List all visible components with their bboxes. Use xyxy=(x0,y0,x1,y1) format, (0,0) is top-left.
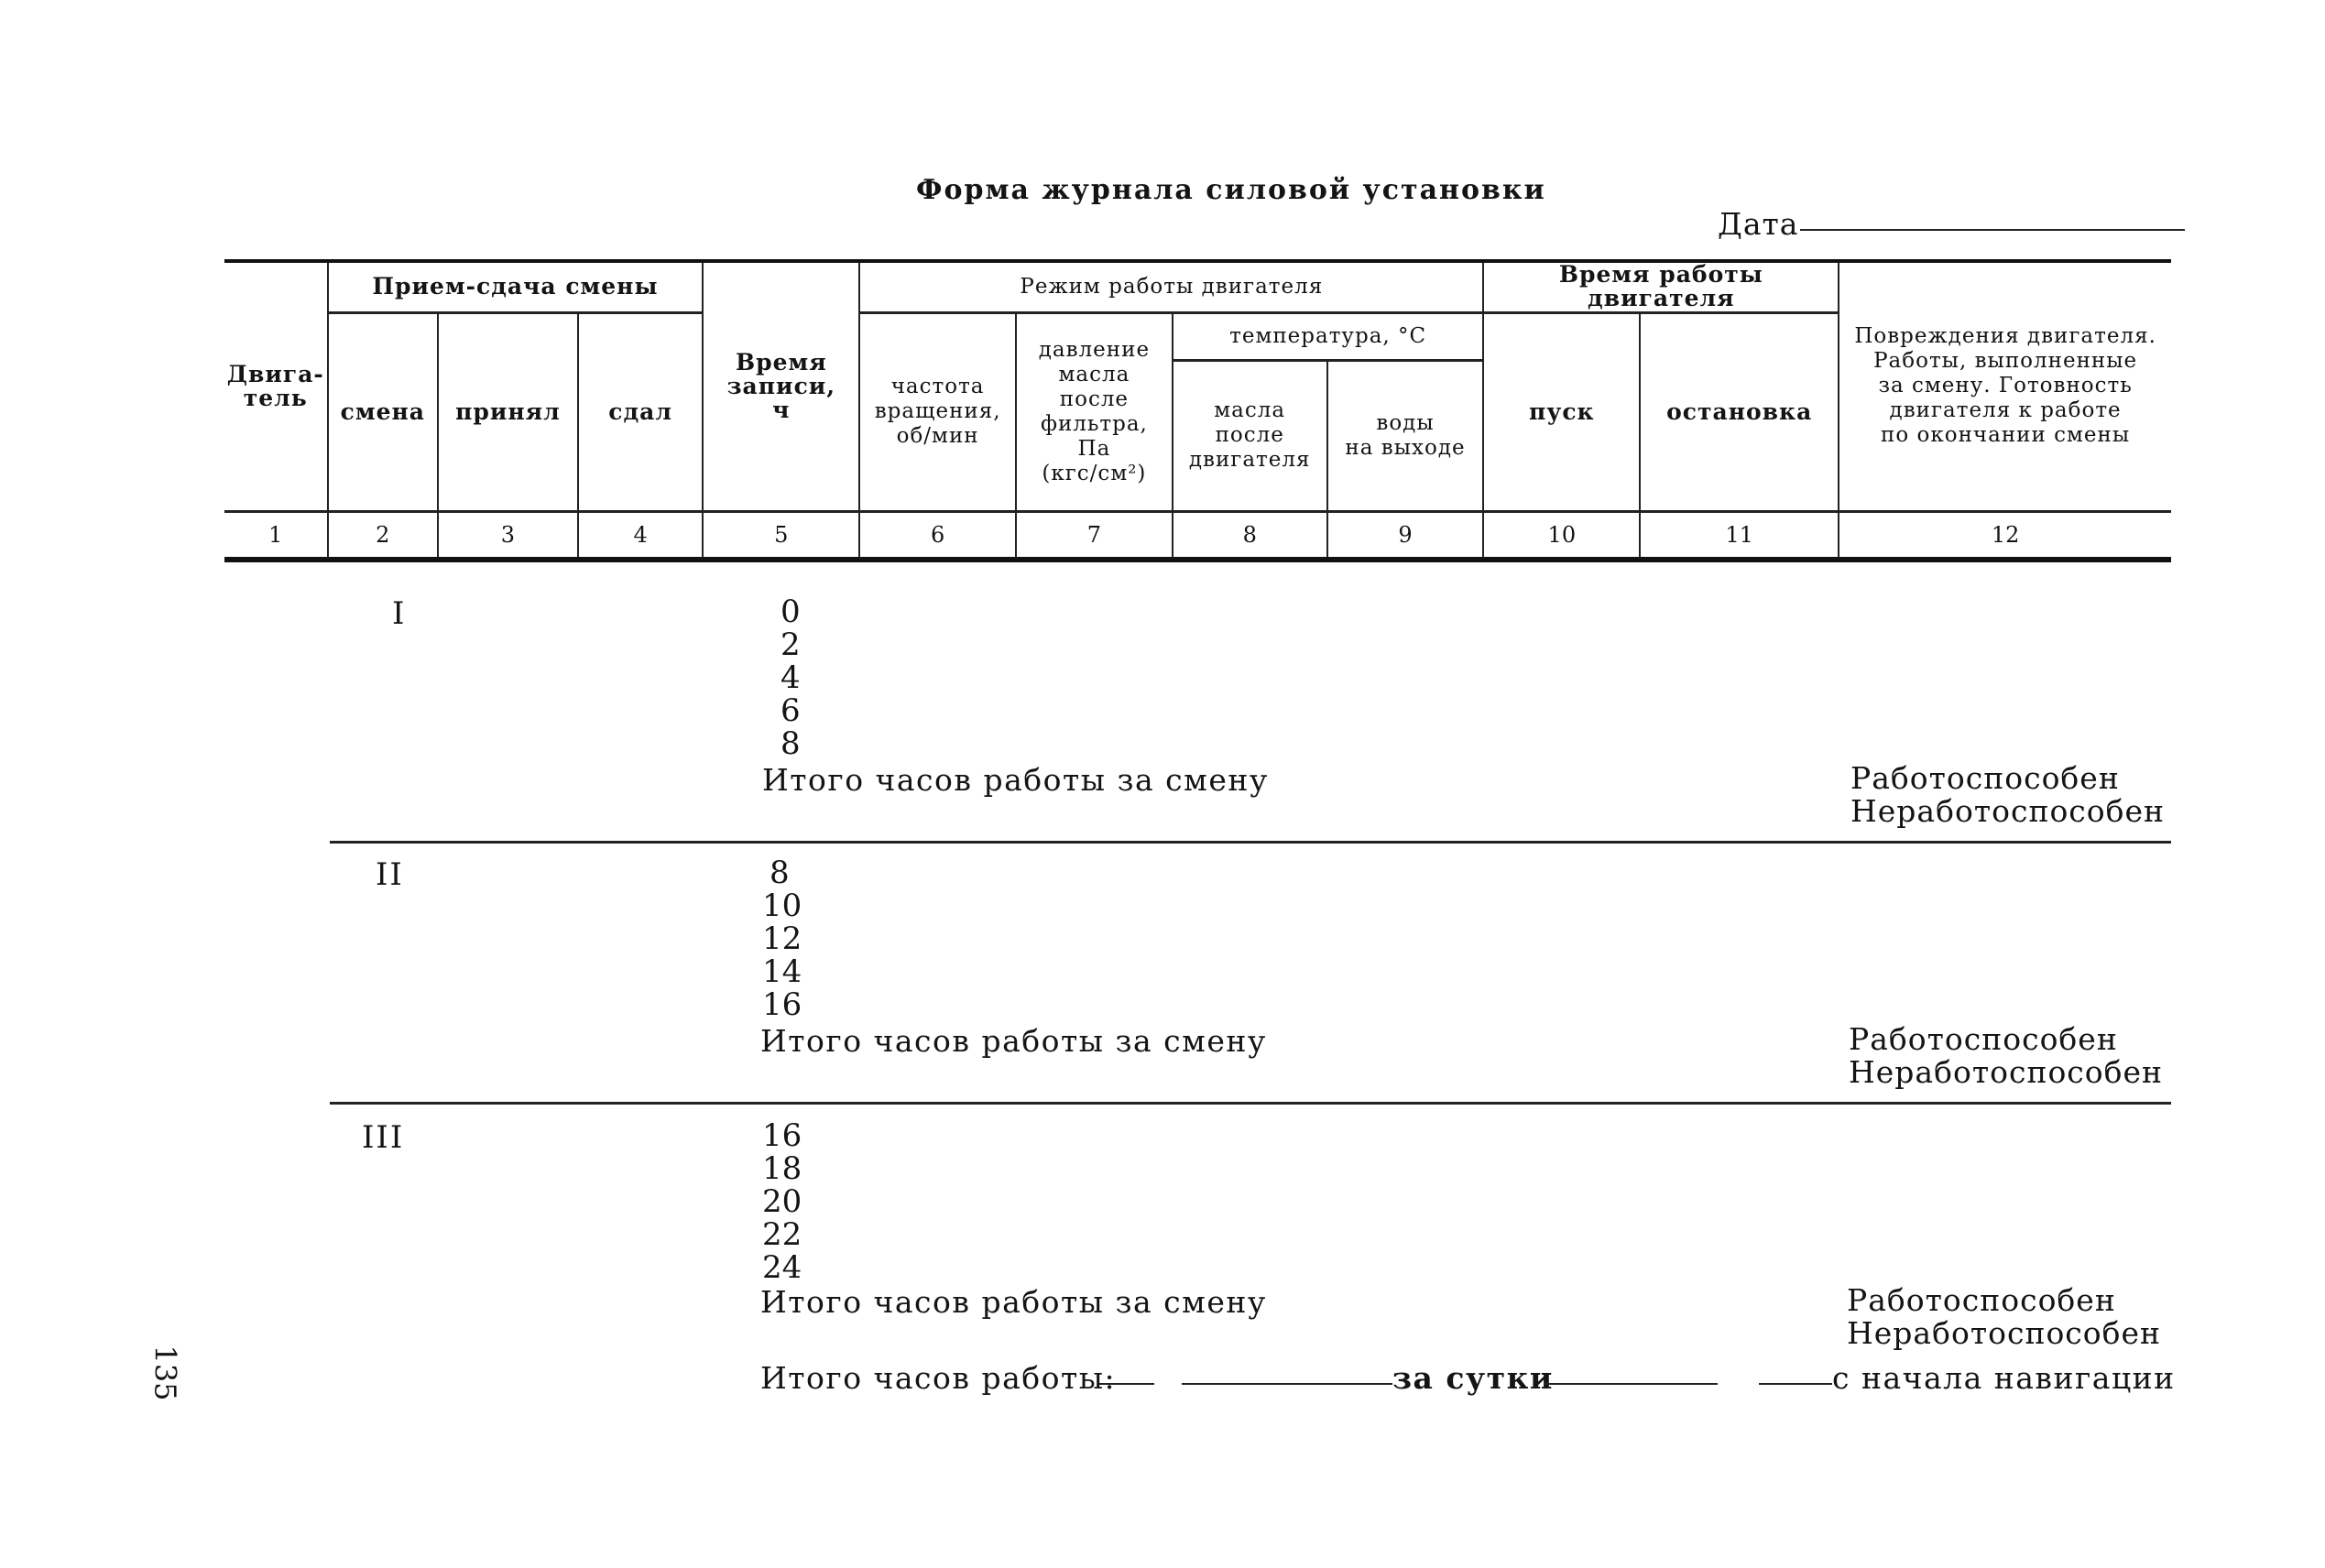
header-record-time: Время записи, ч xyxy=(703,261,859,511)
hour-value: 12 xyxy=(762,920,802,957)
status-ok: Работоспособен xyxy=(1849,1021,2118,1057)
column-number: 11 xyxy=(1640,511,1839,560)
since-navigation-label: с начала навигации xyxy=(1832,1360,2176,1396)
hour-value: 16 xyxy=(762,986,802,1023)
total-hours-label: Итого часов работы: xyxy=(760,1360,1117,1396)
blank-line xyxy=(1182,1383,1392,1385)
page-title: Форма журнала силовой установки xyxy=(916,174,1546,206)
column-number: 6 xyxy=(859,511,1016,560)
status-bad: Неработоспособен xyxy=(1847,1315,2162,1351)
hour-value: 14 xyxy=(762,953,802,990)
status-ok: Работоспособен xyxy=(1850,760,2120,796)
hour-value: 8 xyxy=(770,855,790,891)
hour-value: 8 xyxy=(780,725,801,762)
blank-line xyxy=(1759,1383,1832,1385)
header-runtime-group: Время работы двигателя xyxy=(1483,261,1839,312)
hour-value: 10 xyxy=(762,887,802,924)
hour-value: 2 xyxy=(780,626,801,663)
per-day-label: за сутки xyxy=(1392,1360,1554,1396)
hour-value: 22 xyxy=(762,1216,802,1253)
hour-value: 6 xyxy=(780,692,801,729)
hour-value: 4 xyxy=(780,659,801,696)
shift-divider xyxy=(330,1102,2171,1105)
header-oil-pressure: давление масла после фильтра, Па (кгс/см²) xyxy=(1016,312,1173,511)
column-number: 5 xyxy=(703,511,859,560)
column-number: 1 xyxy=(224,511,328,560)
page-number: 135 xyxy=(147,1345,183,1401)
header-oil-temp: масла после двигателя xyxy=(1173,360,1327,511)
status-ok: Работоспособен xyxy=(1847,1282,2116,1318)
header-mode-group: Режим работы двигателя xyxy=(859,261,1483,312)
shift-divider xyxy=(330,841,2171,844)
header-temp-group: температура, °С xyxy=(1173,312,1484,360)
shift-label: III xyxy=(362,1119,405,1156)
header-shift: смена xyxy=(328,312,439,511)
header-water-temp: воды на выходе xyxy=(1327,360,1484,511)
header-stop: остановка xyxy=(1640,312,1839,511)
status-bad: Неработоспособен xyxy=(1850,793,2166,829)
shift-total-label: Итого часов работы за смену xyxy=(760,1023,1267,1059)
column-number: 9 xyxy=(1327,511,1484,560)
header-engine: Двига- тель xyxy=(224,261,328,511)
shift-total-label: Итого часов работы за смену xyxy=(760,1284,1267,1320)
blank-line xyxy=(1099,1383,1154,1385)
header-damage: Повреждения двигателя. Работы, выполненные за смену. Готовность двигателя к работе по окончании смены xyxy=(1839,261,2171,511)
date-field[interactable] xyxy=(1800,229,2185,231)
column-number: 8 xyxy=(1173,511,1327,560)
column-number: 7 xyxy=(1016,511,1173,560)
header-rpm: частота вращения, об/мин xyxy=(859,312,1016,511)
shift-label: II xyxy=(376,856,404,893)
status-bad: Неработоспособен xyxy=(1849,1054,2164,1090)
hour-value: 20 xyxy=(762,1183,802,1220)
journal-table xyxy=(224,259,2171,562)
hour-value: 16 xyxy=(762,1117,802,1154)
header-start: пуск xyxy=(1483,312,1640,511)
column-number: 12 xyxy=(1839,511,2171,560)
blank-line xyxy=(1544,1383,1718,1385)
date-label: Дата xyxy=(1718,206,1799,242)
column-number: 10 xyxy=(1483,511,1640,560)
column-number: 2 xyxy=(328,511,439,560)
header-accepted: принял xyxy=(438,312,578,511)
column-number: 3 xyxy=(438,511,578,560)
hour-value: 0 xyxy=(780,593,801,630)
shift-total-label: Итого часов работы за смену xyxy=(762,762,1269,798)
header-handed-over: сдал xyxy=(578,312,704,511)
hour-value: 24 xyxy=(762,1249,802,1286)
shift-label: I xyxy=(392,595,407,632)
hour-value: 18 xyxy=(762,1150,802,1187)
header-shift-group: Прием-сдача смены xyxy=(328,261,704,312)
column-number: 4 xyxy=(578,511,704,560)
